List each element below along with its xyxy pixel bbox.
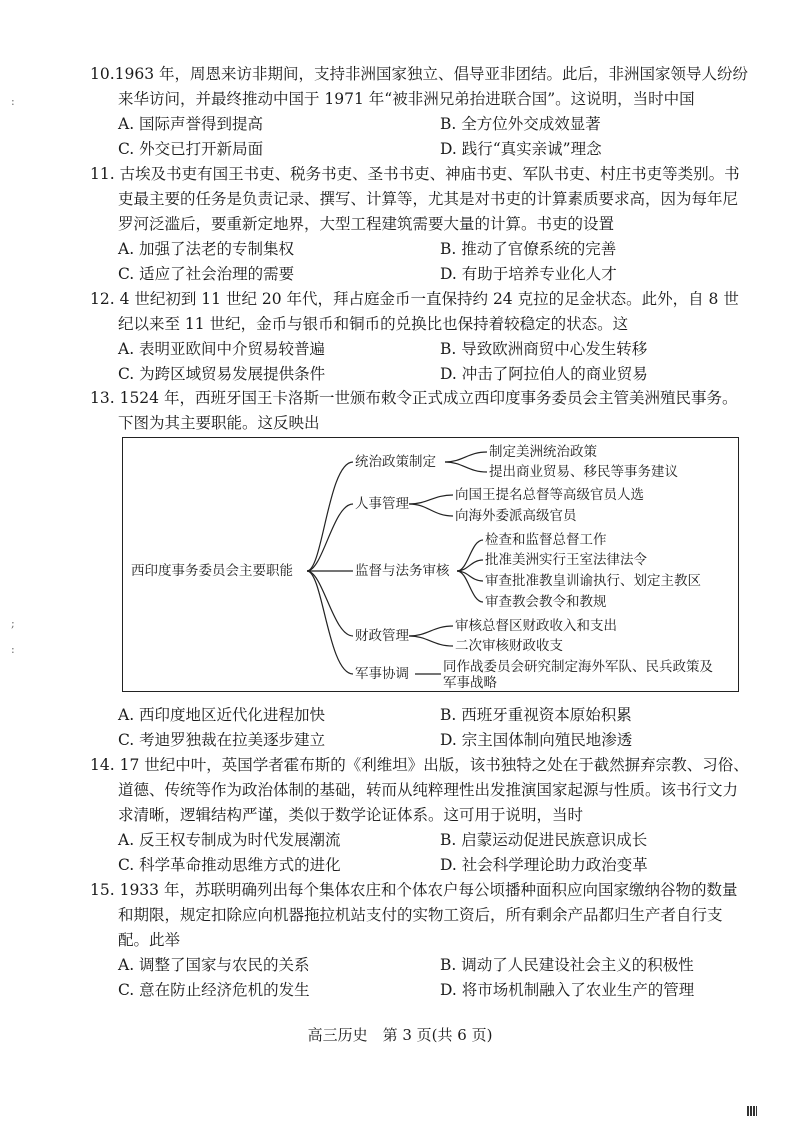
functions-diagram bbox=[122, 437, 739, 692]
option-a: A. 表明亚欧间中介贸易较普遍 bbox=[118, 340, 326, 358]
branch-policy-item: 制定美洲统治政策 bbox=[489, 444, 597, 460]
option-c: C. 为跨区域贸易发展提供条件 bbox=[118, 365, 326, 383]
question-13-options bbox=[90, 703, 750, 753]
question-stem: 10.1963 年，周恩来访非期间，支持非洲国家独立、倡导亚非团结。此后，非洲国家领导人纷纷来华访问，并最终推动中国于 1971 年“被非洲兄弟抬进联合国”。这说明，当时中国 bbox=[90, 65, 749, 108]
option-c: C. 考迪罗独裁在拉美逐步建立 bbox=[118, 731, 326, 749]
branch-personnel-item: 向海外委派高级官员 bbox=[455, 508, 577, 524]
question-15 bbox=[90, 878, 750, 1003]
option-d: D. 有助于培养专业化人才 bbox=[440, 265, 617, 283]
branch-policy-item: 提出商业贸易、移民等事务建议 bbox=[489, 464, 678, 480]
option-c: C. 适应了社会治理的需要 bbox=[118, 265, 295, 283]
option-a: A. 加强了法老的专制集权 bbox=[118, 240, 295, 258]
option-d: D. 将市场机制融入了农业生产的管理 bbox=[440, 981, 695, 999]
question-11 bbox=[90, 162, 750, 287]
question-stem: 12. 4 世纪初到 11 世纪 20 年代，拜占庭金币一直保持约 24 克拉的足金状态。此外，自 8 世纪以来至 11 世纪，金币与银币和铜币的兑换比也保持着较稳定的状态。这 bbox=[90, 290, 739, 333]
option-d: D. 践行“真实亲诚”理念 bbox=[440, 140, 602, 158]
option-d: D. 冲击了阿拉伯人的商业贸易 bbox=[440, 365, 648, 383]
option-b: B. 启蒙运动促进民族意识成长 bbox=[440, 831, 648, 849]
qr-code-icon bbox=[747, 1106, 757, 1116]
branch-supervision-item: 审查批准教皇训谕执行、划定主教区 bbox=[485, 573, 701, 589]
option-c: C. 科学革命推动思维方式的进化 bbox=[118, 856, 341, 874]
option-d: D. 社会科学理论助力政治变革 bbox=[440, 856, 648, 874]
option-b: B. 西班牙重视资本原始积累 bbox=[440, 706, 632, 724]
option-d: D. 宗主国体制向殖民地渗透 bbox=[440, 731, 633, 749]
branch-finance: 财政管理 bbox=[355, 628, 409, 644]
binding-mark: ; bbox=[11, 617, 15, 630]
question-12 bbox=[90, 287, 750, 387]
branch-supervision: 监督与法务审核 bbox=[355, 563, 450, 579]
question-stem: 14. 17 世纪中叶，英国学者霍布斯的《利维坦》出版，该书独特之处在于截然摒弃宗教、习俗、道德、传统等作为政治体制的基础，转而从纯粹理性出发推演国家起源与性质。该书行文力求清晰，逻辑结构严谨，类似于数学论证体系。这可用于说明，当时 bbox=[90, 756, 749, 824]
branch-personnel-item: 向国王提名总督等高级官员人选 bbox=[455, 487, 644, 503]
binding-mark: : bbox=[11, 643, 15, 656]
branch-military-item: 同作战委员会研究制定海外军队、民兵政策及 bbox=[443, 659, 713, 675]
question-stem: 13. 1524 年，西班牙国王卡洛斯一世颁布敕令正式成立西印度事务委员会主管美洲殖民事务。下图为其主要职能。这反映出 bbox=[90, 389, 738, 432]
branch-military-item: 军事战略 bbox=[443, 675, 497, 691]
question-stem: 15. 1933 年，苏联明确列出每个集体农庄和个体农户每公顷播种面积应向国家缴纳谷物的数量和期限，规定扣除应向机器拖拉机站支付的实物工资后，所有剩余产品都归生产者自行支配。此举 bbox=[90, 881, 738, 949]
branch-supervision-item: 检查和监督总督工作 bbox=[485, 532, 607, 548]
question-14 bbox=[90, 753, 750, 878]
page-footer: 高三历史 第 3 页(共 6 页) bbox=[307, 1026, 493, 1044]
option-a: A. 西印度地区近代化进程加快 bbox=[118, 706, 326, 724]
question-13 bbox=[90, 386, 750, 436]
option-a: A. 调整了国家与农民的关系 bbox=[118, 956, 310, 974]
option-c: C. 意在防止经济危机的发生 bbox=[118, 981, 310, 999]
option-b: B. 推动了官僚系统的完善 bbox=[440, 240, 617, 258]
branch-policy: 统治政策制定 bbox=[355, 454, 436, 470]
question-stem: 11. 古埃及书吏有国王书吏、税务书吏、圣书书吏、神庙书吏、军队书吏、村庄书吏等类别。书吏最主要的任务是负责记录、撰写、计算等，尤其是对书吏的计算素质要求高，因为每年尼罗河泛滥后，要重新定地界，大型工程建筑需要大量的计算。书吏的设置 bbox=[90, 165, 740, 233]
branch-finance-item: 二次审核财政收支 bbox=[455, 638, 563, 654]
binding-mark: : bbox=[11, 95, 15, 108]
question-10 bbox=[90, 62, 750, 162]
branch-personnel: 人事管理 bbox=[355, 496, 409, 512]
option-a: A. 国际声誉得到提高 bbox=[118, 115, 264, 133]
branch-supervision-item: 批准美洲实行王室法律法令 bbox=[485, 552, 647, 568]
branch-finance-item: 审核总督区财政收入和支出 bbox=[455, 618, 617, 634]
branch-supervision-item: 审查教会教令和教规 bbox=[485, 594, 607, 610]
option-c: C. 外交已打开新局面 bbox=[118, 140, 264, 158]
option-a: A. 反王权专制成为时代发展潮流 bbox=[118, 831, 341, 849]
option-b: B. 全方位外交成效显著 bbox=[440, 115, 601, 133]
option-b: B. 调动了人民建设社会主义的积极性 bbox=[440, 956, 694, 974]
option-b: B. 导致欧洲商贸中心发生转移 bbox=[440, 340, 648, 358]
diagram-root: 西印度事务委员会主要职能 bbox=[131, 563, 293, 579]
branch-military: 军事协调 bbox=[355, 666, 409, 682]
